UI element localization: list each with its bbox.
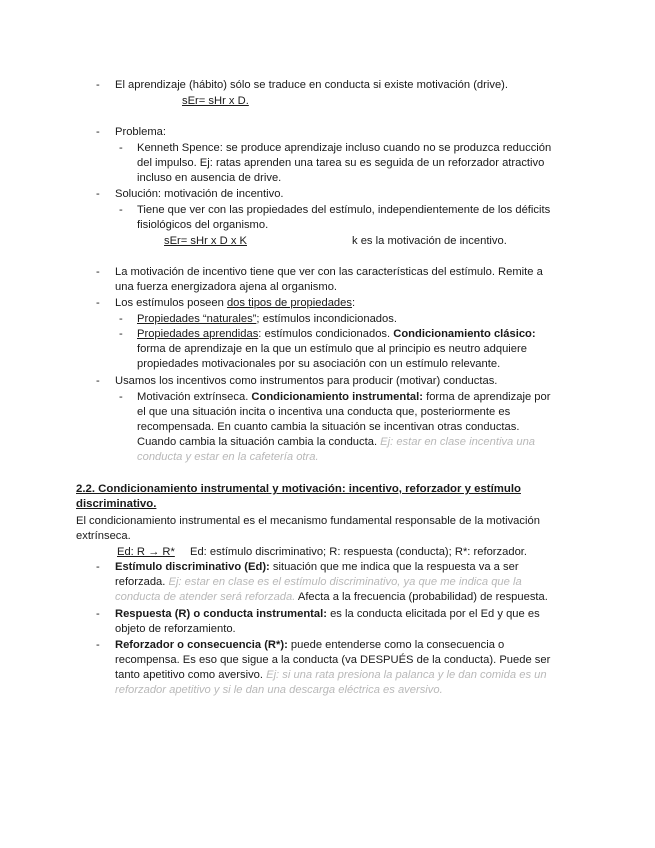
sub-bullet-dash: - bbox=[119, 204, 123, 216]
two-property-types: dos tipos de propiedades bbox=[226, 297, 352, 309]
classical-conditioning-line-2: forma de aprendizaje en la que un estímulo que al principio es neutro adquiere bbox=[137, 343, 527, 355]
sub-bullet-dash: - bbox=[119, 391, 123, 403]
rstar-line-2: recompensa. Es eso que sigue a la conducta (va DESPUÉS de la conducta). Puede ser bbox=[115, 654, 551, 666]
bullet-dash: - bbox=[96, 266, 100, 278]
extrinsic-motivation-line-2: el que una situación incita o incentiva una conducta que, posteriormente es bbox=[137, 406, 511, 418]
natural-properties-term: Propiedades “naturales” bbox=[137, 313, 257, 325]
r-desc: es la conducta elicitada por el Ed y que es bbox=[326, 608, 540, 620]
sub-bullet-dash: - bbox=[119, 328, 123, 340]
stimuli-properties-line bbox=[115, 296, 355, 310]
bullet-problem: Problema: bbox=[115, 126, 166, 138]
sub-bullet-dash: - bbox=[119, 313, 123, 325]
ed-term: Estímulo discriminativo (Ed): bbox=[115, 561, 270, 573]
bullet-learning-drive: El aprendizaje (hábito) sólo se traduce en conducta si existe motivación (drive). bbox=[115, 79, 509, 91]
bullet-dash: - bbox=[96, 79, 100, 91]
rstar-line-3 bbox=[115, 668, 547, 682]
bullet-dash: - bbox=[96, 608, 100, 620]
extrinsic-motivation-line-1 bbox=[137, 390, 550, 404]
spence-line-2: del impulso. Ej: ratas aprenden una tarea su es seguida de un reforzador atractivo bbox=[137, 157, 545, 169]
incentive-line-2: fisiológicos del organismo. bbox=[137, 219, 269, 231]
formula-instrumental: Ed: R → R* bbox=[117, 546, 175, 558]
classical-conditioning-line-3: propiedades motivacionales por su asociación con un estímulo relevante. bbox=[137, 358, 501, 370]
stimuli-properties-post: : bbox=[351, 297, 356, 309]
ed-line-1 bbox=[115, 560, 519, 574]
bullet-dash: - bbox=[96, 375, 100, 387]
learned-properties-line bbox=[137, 327, 536, 341]
section-intro-line-2: extrínseca. bbox=[76, 530, 131, 542]
bullet-solution: Solución: motivación de incentivo. bbox=[115, 188, 284, 200]
classical-conditioning-term: Condicionamiento clásico: bbox=[393, 328, 536, 340]
example-text: reforzador apetitivo y si le dan una descarga eléctrica es aversivo. bbox=[115, 684, 443, 696]
bullet-dash: - bbox=[96, 561, 100, 573]
example-text: Ej: estar en clase incentiva una bbox=[380, 436, 536, 448]
bullet-dash: - bbox=[96, 126, 100, 138]
ed-line-2 bbox=[115, 575, 522, 589]
formula-legend: Ed: estímulo discriminativo; R: respuesta (conducta); R*: reforzador. bbox=[190, 546, 528, 558]
r-line-2: objeto de reforzamiento. bbox=[115, 623, 236, 635]
rstar-desc-3: tanto apetitivo como aversivo. bbox=[115, 669, 267, 681]
sub-bullet-dash: - bbox=[119, 142, 123, 154]
natural-properties-line bbox=[137, 312, 397, 326]
extrinsic-motivation-line-3: recompensada. En cuanto cambia la situación se incentivan otras conductas. bbox=[137, 421, 520, 433]
formula-note: k es la motivación de incentivo. bbox=[352, 235, 507, 247]
example-text: Ej: si una rata presiona la palanca y le dan comida es un bbox=[266, 669, 547, 681]
rstar-line-1 bbox=[115, 638, 504, 652]
spence-line-3: incluso en ausencia de drive. bbox=[137, 172, 282, 184]
incentive-characteristics-line-2: una fuerza energizadora ajena al organismo. bbox=[115, 281, 338, 293]
bullet-dash: - bbox=[96, 297, 100, 309]
instrumental-conditioning-term: Condicionamiento instrumental: bbox=[251, 391, 423, 403]
bullet-dash: - bbox=[96, 639, 100, 651]
rstar-desc: puede entenderse como la consecuencia o bbox=[287, 639, 505, 651]
spence-line-1: Kenneth Spence: se produce aprendizaje incluso cuando no se produzca reducción bbox=[137, 142, 552, 154]
natural-properties-desc: ; estímulos incondicionados. bbox=[256, 313, 397, 325]
incentives-instruments-line: Usamos los incentivos como instrumentos para producir (motivar) conductas. bbox=[115, 375, 498, 387]
example-text: Ej: estar en clase es el estímulo discriminativo, ya que me indica que la bbox=[168, 576, 522, 588]
extrinsic-motivation-l4: Cuando cambia la situación cambia la conducta. bbox=[137, 436, 381, 448]
extrinsic-motivation-post: forma de aprendizaje por bbox=[422, 391, 551, 403]
ed-desc: situación que me indica que la respuesta va a ser bbox=[269, 561, 519, 573]
example-text: conducta y estar en la cafetería otra. bbox=[137, 451, 319, 463]
extrinsic-motivation-pre: Motivación extrínseca. bbox=[137, 391, 252, 403]
section-heading-cont: discriminativo. bbox=[76, 498, 157, 510]
learned-properties-term: Propiedades aprendidas bbox=[137, 328, 259, 340]
incentive-characteristics-line-1: La motivación de incentivo tiene que ver con las características del estímulo. Remite a bbox=[115, 266, 543, 278]
example-text: conducta de atender será reforzada. bbox=[115, 591, 296, 603]
extrinsic-motivation-line-4 bbox=[137, 435, 535, 449]
incentive-line-1: Tiene que ver con las propiedades del estímulo, independientemente de los déficits bbox=[137, 204, 551, 216]
section-heading: 2.2. Condicionamiento instrumental y motivación: incentivo, reforzador y estímulo bbox=[76, 483, 521, 495]
bullet-dash: - bbox=[96, 188, 100, 200]
r-term: Respuesta (R) o conducta instrumental: bbox=[115, 608, 327, 620]
formula-drive: sEr= sHr x D. bbox=[182, 95, 249, 107]
learned-properties-desc: : estímulos condicionados. bbox=[258, 328, 394, 340]
stimuli-properties-pre: Los estímulos poseen bbox=[115, 297, 227, 309]
ed-desc-2: reforzada. bbox=[115, 576, 169, 588]
rstar-term: Reforzador o consecuencia (R*): bbox=[115, 639, 288, 651]
ed-desc-3: Afecta a la frecuencia (probabilidad) de respuesta. bbox=[295, 591, 548, 603]
ed-line-3 bbox=[115, 590, 548, 604]
section-intro-line-1: El condicionamiento instrumental es el mecanismo fundamental responsable de la motivación bbox=[76, 515, 540, 527]
formula-incentive: sEr= sHr x D x K bbox=[164, 235, 247, 247]
r-line-1 bbox=[115, 607, 540, 621]
